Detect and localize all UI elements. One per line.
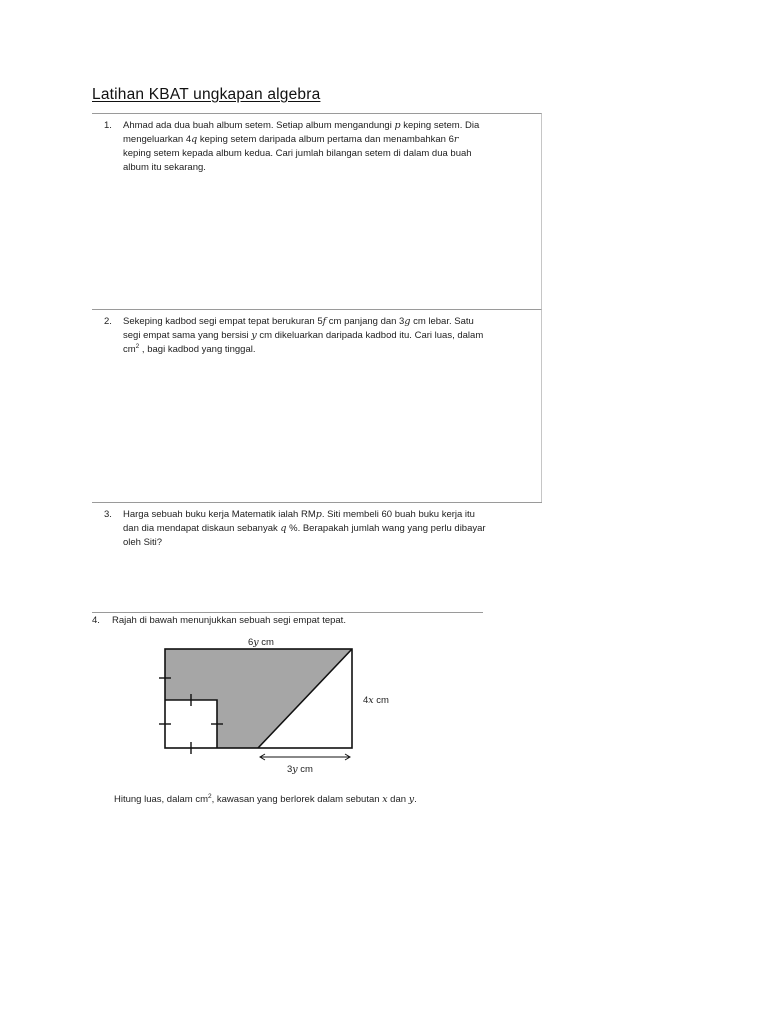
top-dimension-label: 6y cm xyxy=(248,637,274,648)
question-text xyxy=(123,508,535,550)
superscript: 2 xyxy=(135,342,140,350)
question-4-text: Rajah di bawah menunjukkan sebuah segi empat tepat. xyxy=(112,615,346,626)
question-table xyxy=(92,113,542,546)
text-line: $cm^2$ , bagi kadbod yang tinggal. xyxy=(123,342,256,355)
dimension-arrow xyxy=(260,754,350,760)
math-variable: x xyxy=(382,794,388,805)
math-variable: q xyxy=(191,134,198,145)
question-number: 4. xyxy=(92,615,100,626)
text-line: Harga sebuah buku kerja Matematik ialah RMp. Siti membeli 60 buah buku kerja itu xyxy=(123,509,475,520)
question-1 xyxy=(92,113,542,309)
text-line: Sekeping kadbod segi empat tepat berukuran 5f cm panjang dan 3g cm lebar. Satu xyxy=(123,316,474,327)
section-divider xyxy=(92,612,483,613)
right-dimension-label: 4x cm xyxy=(363,695,389,706)
math-variable: g xyxy=(404,316,411,327)
math-variable: q xyxy=(280,523,287,534)
text-line: mengeluarkan 4q keping setem daripada album pertama dan menambahkan 6r xyxy=(123,134,459,145)
question-text xyxy=(123,315,535,357)
rectangle-diagram xyxy=(150,630,410,780)
question-number: 3. xyxy=(104,509,112,520)
bottom-dimension-label: 3y cm xyxy=(287,764,313,775)
question-2 xyxy=(92,309,542,502)
page-title: Latihan KBAT ungkapan algebra xyxy=(92,86,321,103)
superscript: 2 xyxy=(207,792,212,800)
math-variable: r xyxy=(453,134,459,145)
cut-square xyxy=(165,700,217,748)
text-line: Hitung luas, dalam $cm^2$, kawasan yang berlorek dalam sebutan x dan y. xyxy=(114,792,417,805)
math-variable: p xyxy=(315,509,322,520)
question-4-instruction xyxy=(114,793,417,807)
math-variable: y xyxy=(251,330,257,341)
math-variable: f xyxy=(322,316,327,327)
math-variable: y xyxy=(408,794,415,805)
text-line: Ahmad ada dua buah album setem. Setiap album mengandungi p keping setem. Dia xyxy=(123,120,480,131)
question-text xyxy=(123,119,535,175)
text-line: segi empat sama yang bersisi y cm dikeluarkan daripada kadbod itu. Cari luas, dalam xyxy=(123,330,484,341)
math-variable: p xyxy=(394,120,401,131)
text-line: album itu sekarang. xyxy=(123,162,206,173)
text-line: dan dia mendapat diskaun sebanyak q %. Berapakah jumlah wang yang perlu dibayar xyxy=(123,523,486,534)
text-line: oleh Siti? xyxy=(123,537,163,548)
question-number: 2. xyxy=(104,316,112,327)
question-number: 1. xyxy=(104,120,112,131)
text-line: keping setem kepada album kedua. Cari jumlah bilangan setem di dalam dua buah xyxy=(123,148,472,159)
question-3 xyxy=(92,502,542,546)
